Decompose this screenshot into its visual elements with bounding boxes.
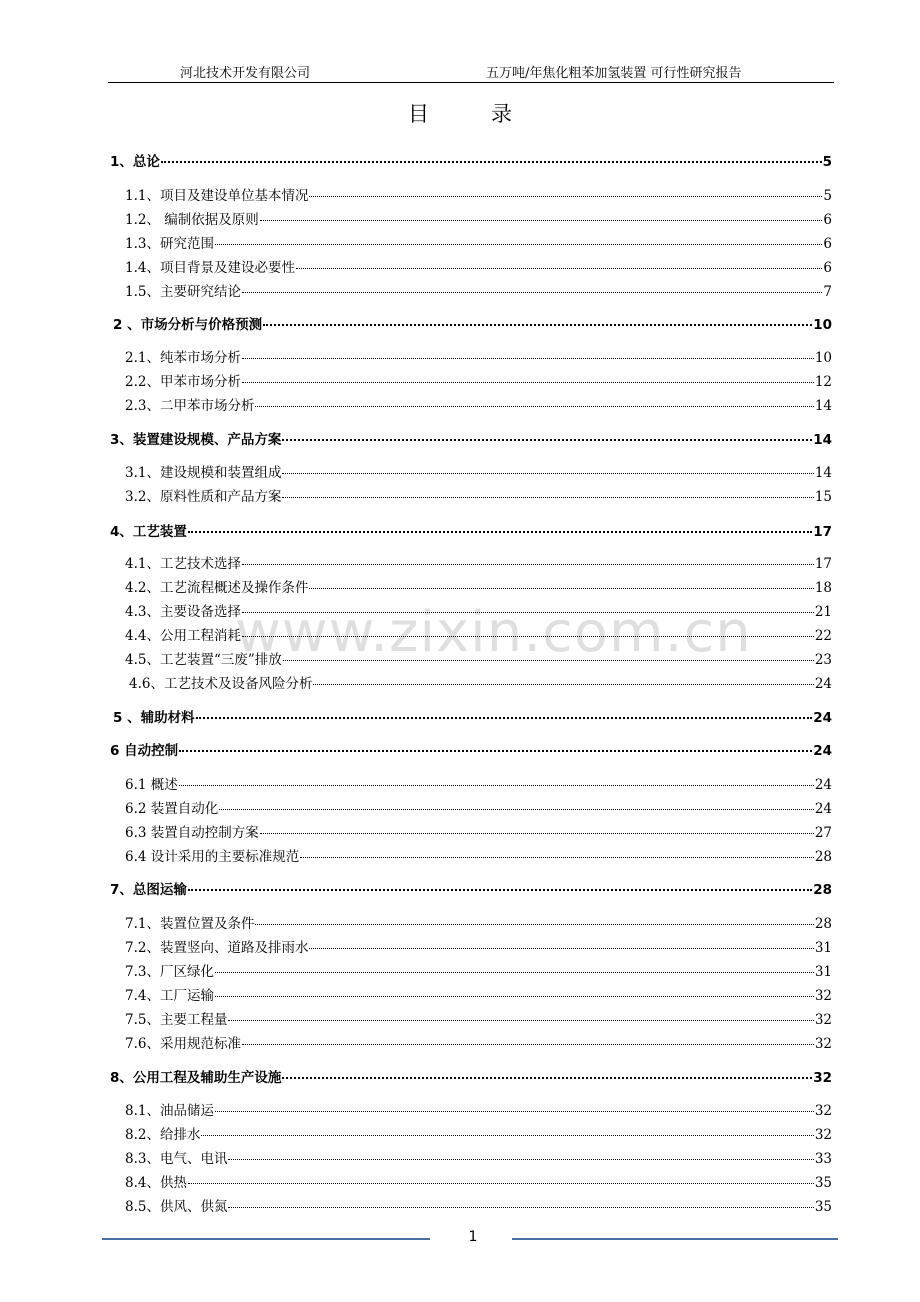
toc-dot-leader [263, 324, 812, 326]
toc-chapter-entry[interactable] [110, 878, 832, 900]
toc-entry-page: 32 [814, 1127, 832, 1143]
toc-chapter-entry[interactable] [113, 313, 832, 335]
toc-entry-label: 6.3 装置自动控制方案 [125, 825, 259, 841]
toc-entry-label: 4.3、主要设备选择 [125, 604, 241, 620]
toc-dot-leader [161, 161, 822, 163]
toc-section-entry[interactable] [125, 845, 832, 867]
toc-chapter-entry[interactable] [110, 428, 832, 450]
toc-entry-page: 5 [822, 154, 832, 170]
toc-section-entry[interactable] [125, 1147, 832, 1169]
toc-dot-leader [242, 564, 814, 565]
toc-dot-leader [300, 857, 814, 858]
toc-entry-page: 24 [814, 676, 832, 692]
toc-title: 目录 [408, 102, 574, 126]
toc-chapter-entry[interactable] [110, 1066, 832, 1088]
toc-entry-label: 3.2、原料性质和产品方案 [125, 489, 282, 505]
toc-dot-leader [309, 196, 822, 197]
toc-entry-page: 28 [814, 849, 832, 865]
page-number: 1 [468, 1229, 478, 1245]
toc-section-entry[interactable] [125, 1195, 832, 1217]
toc-entry-page: 10 [814, 350, 832, 366]
toc-section-entry[interactable] [125, 984, 832, 1006]
toc-entry-label: 4.2、工艺流程概述及操作条件 [125, 580, 309, 596]
toc-entry-page: 6 [823, 236, 832, 252]
toc-entry-page: 22 [814, 628, 832, 644]
toc-section-entry[interactable] [125, 576, 832, 598]
toc-entry-label: 5 、辅助材料 [113, 710, 195, 726]
toc-section-entry[interactable] [125, 821, 832, 843]
toc-dot-leader [282, 439, 812, 441]
toc-dot-leader [215, 1111, 814, 1112]
toc-entry-label: 7.3、厂区绿化 [125, 964, 214, 980]
toc-dot-leader [313, 684, 813, 685]
toc-dot-leader [242, 292, 822, 293]
toc-dot-leader [242, 358, 814, 359]
toc-dot-leader [228, 1207, 813, 1208]
toc-section-entry[interactable] [125, 370, 832, 392]
toc-section-entry[interactable] [125, 773, 832, 795]
toc-entry-label: 1.3、研究范围 [125, 236, 214, 252]
toc-entry-page: 7 [823, 284, 832, 300]
toc-entry-label: 8.1、油品储运 [125, 1103, 214, 1119]
toc-entry-page: 32 [813, 1070, 832, 1086]
toc-entry-label: 4、工艺装置 [110, 524, 187, 540]
toc-entry-page: 10 [813, 317, 832, 333]
toc-entry-page: 35 [814, 1175, 832, 1191]
toc-entry-label: 7.2、装置竖向、道路及排雨水 [125, 940, 309, 956]
toc-section-entry[interactable] [125, 1171, 832, 1193]
toc-entry-page: 28 [813, 882, 832, 898]
toc-entry-page: 32 [814, 988, 832, 1004]
toc-entry-page: 23 [814, 652, 832, 668]
toc-dot-leader [215, 996, 814, 997]
toc-dot-leader [196, 717, 813, 719]
toc-dot-leader [282, 1077, 812, 1079]
toc-section-entry[interactable] [125, 280, 832, 302]
toc-section-entry[interactable] [125, 256, 832, 278]
toc-entry-page: 24 [814, 801, 832, 817]
toc-entry-page: 31 [814, 940, 832, 956]
toc-section-entry[interactable] [125, 232, 832, 254]
toc-dot-leader [228, 1020, 813, 1021]
toc-chapter-entry[interactable] [113, 706, 832, 728]
toc-dot-leader [260, 220, 823, 221]
toc-dot-leader [282, 473, 813, 474]
toc-entry-label: 8.3、电气、电讯 [125, 1151, 228, 1167]
toc-entry-page: 17 [813, 524, 832, 540]
watermark: www.zixin.com.cn [235, 600, 752, 665]
toc-dot-leader [215, 244, 822, 245]
toc-section-entry[interactable] [125, 184, 832, 206]
toc-entry-label: 4.5、工艺装置“三废”排放 [125, 652, 282, 668]
toc-entry-page: 33 [814, 1151, 832, 1167]
toc-section-entry[interactable] [129, 672, 832, 694]
toc-entry-label: 7.4、工厂运输 [125, 988, 214, 1004]
toc-entry-page: 28 [814, 916, 832, 932]
toc-entry-page: 31 [814, 964, 832, 980]
toc-dot-leader [255, 924, 813, 925]
toc-section-entry[interactable] [125, 1123, 832, 1145]
toc-dot-leader [309, 588, 813, 589]
toc-dot-leader [260, 833, 814, 834]
toc-dot-leader [188, 531, 812, 533]
toc-dot-leader [201, 1135, 813, 1136]
toc-entry-label: 7.6、采用规范标准 [125, 1036, 241, 1052]
toc-section-entry[interactable] [125, 1099, 832, 1121]
toc-entry-label: 8.4、供热 [125, 1175, 187, 1191]
toc-entry-label: 2.1、纯苯市场分析 [125, 350, 241, 366]
toc-entry-label: 2.2、甲苯市场分析 [125, 374, 241, 390]
toc-entry-page: 32 [814, 1036, 832, 1052]
toc-entry-page: 6 [823, 260, 832, 276]
toc-entry-label: 8.5、供风、供氮 [125, 1199, 228, 1215]
header-company: 河北技术开发有限公司 [180, 66, 311, 81]
toc-dot-leader [228, 1159, 813, 1160]
toc-entry-label: 8、公用工程及辅助生产设施 [110, 1070, 282, 1086]
toc-dot-leader [188, 1183, 814, 1184]
toc-entry-label: 3、装置建设规模、产品方案 [110, 432, 282, 448]
toc-entry-page: 17 [814, 556, 832, 572]
toc-dot-leader [296, 268, 822, 269]
toc-entry-label: 1.1、项目及建设单位基本情况 [125, 188, 309, 204]
header-report-title: 五万吨/年焦化粗苯加氢装置 可行性研究报告 [486, 66, 742, 81]
toc-dot-leader [219, 809, 814, 810]
toc-entry-page: 14 [814, 465, 832, 481]
toc-dot-leader [179, 785, 814, 786]
toc-entry-label: 1、总论 [110, 154, 160, 170]
toc-chapter-entry[interactable] [110, 739, 832, 761]
toc-entry-label: 4.6、工艺技术及设备风险分析 [129, 676, 313, 692]
toc-entry-label: 4.1、工艺技术选择 [125, 556, 241, 572]
toc-entry-page: 14 [813, 432, 832, 448]
toc-entry-label: 4.4、公用工程消耗 [125, 628, 241, 644]
toc-entry-label: 3.1、建设规模和装置组成 [125, 465, 282, 481]
toc-entry-label: 6 自动控制 [110, 743, 179, 759]
toc-entry-page: 24 [814, 777, 832, 793]
toc-dot-leader [309, 948, 813, 949]
toc-section-entry[interactable] [125, 485, 832, 507]
toc-entry-page: 21 [814, 604, 832, 620]
toc-entry-label: 7.1、装置位置及条件 [125, 916, 255, 932]
toc-entry-page: 32 [814, 1103, 832, 1119]
toc-entry-page: 27 [814, 825, 832, 841]
toc-entry-label: 6.2 装置自动化 [125, 801, 219, 817]
toc-entry-page: 12 [814, 374, 832, 390]
page-header [108, 58, 834, 83]
toc-section-entry[interactable] [125, 208, 832, 230]
toc-entry-page: 5 [823, 188, 832, 204]
toc-entry-label: 6.4 设计采用的主要标准规范 [125, 849, 300, 865]
toc-entry-page: 24 [813, 743, 832, 759]
toc-section-entry[interactable] [125, 936, 832, 958]
toc-section-entry[interactable] [125, 346, 832, 368]
toc-dot-leader [255, 406, 813, 407]
toc-section-entry[interactable] [125, 461, 832, 483]
toc-section-entry[interactable] [125, 552, 832, 574]
toc-dot-leader [242, 1044, 814, 1045]
toc-entry-page: 18 [814, 580, 832, 596]
toc-entry-page: 32 [814, 1012, 832, 1028]
toc-chapter-entry[interactable] [110, 520, 832, 542]
toc-entry-page: 14 [814, 398, 832, 414]
toc-entry-label: 1.2、 编制依据及原则 [125, 212, 259, 228]
toc-chapter-entry[interactable] [110, 150, 832, 172]
toc-dot-leader [188, 889, 812, 891]
toc-entry-label: 6.1 概述 [125, 777, 178, 793]
toc-entry-label: 1.5、主要研究结论 [125, 284, 241, 300]
toc-dot-leader [242, 382, 814, 383]
toc-entry-page: 15 [814, 489, 832, 505]
toc-section-entry[interactable] [125, 1008, 832, 1030]
toc-dot-leader [282, 497, 813, 498]
toc-section-entry[interactable] [125, 394, 832, 416]
toc-section-entry[interactable] [125, 912, 832, 934]
toc-dot-leader [215, 972, 814, 973]
toc-entry-label: 8.2、给排水 [125, 1127, 201, 1143]
toc-entry-page: 35 [814, 1199, 832, 1215]
toc-section-entry[interactable] [125, 960, 832, 982]
toc-section-entry[interactable] [125, 797, 832, 819]
toc-entry-label: 2.3、二甲苯市场分析 [125, 398, 255, 414]
toc-dot-leader [179, 750, 812, 752]
toc-entry-label: 7.5、主要工程量 [125, 1012, 228, 1028]
toc-entry-page: 6 [823, 212, 832, 228]
toc-section-entry[interactable] [125, 1032, 832, 1054]
toc-entry-label: 1.4、项目背景及建设必要性 [125, 260, 295, 276]
toc-entry-page: 24 [813, 710, 832, 726]
toc-entry-label: 7、总图运输 [110, 882, 187, 898]
toc-entry-label: 2 、市场分析与价格预测 [113, 317, 263, 333]
